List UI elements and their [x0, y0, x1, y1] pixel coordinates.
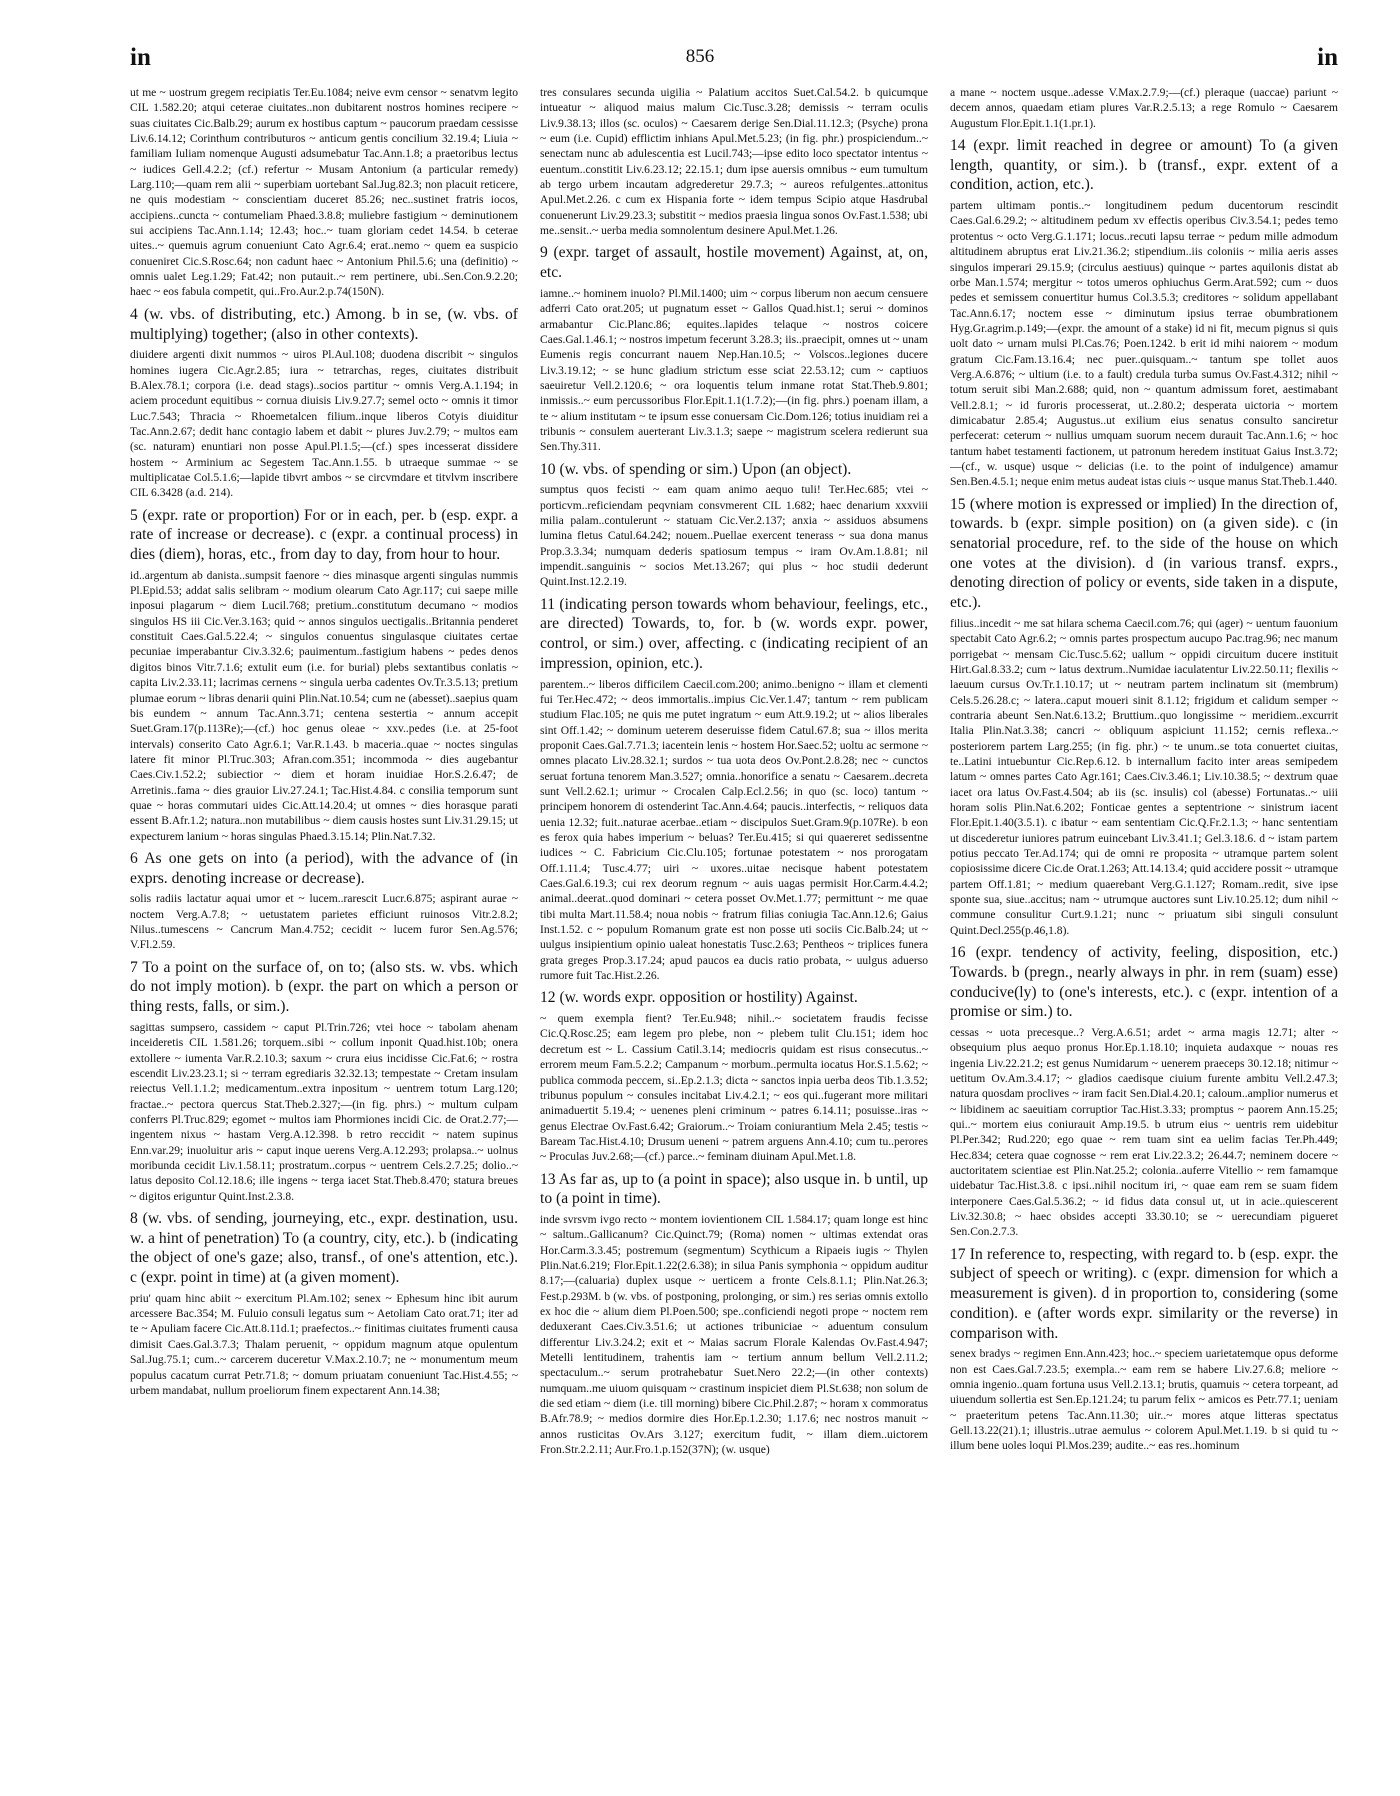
citation-block: a mane ~ noctem usque..adesse V.Max.2.7.9;—(cf.) pleraque (uaccae) pariunt ~ decem annos, quaedam etiam plures Var.R.2.5.13; a rege Romulo ~ Caesarem Augustum Flor.Epit.1.1(1.pr.1).: [950, 87, 1338, 130]
sense-heading: 17 In reference to, respecting, with regard to. b (esp. expr. the subject of speech or writing). c (expr. dimension for which a measurement is given). d in proportion to, considering (some condition). e (after words expr. similarity or the reverse) in comparison with.: [950, 1245, 1338, 1342]
sense-heading: 12 (w. words expr. opposition or hostility) Against.: [540, 989, 858, 1007]
citation-block: parentem..~ liberos difficilem Caecil.com.200; animo..benigno ~ illam et clementi fui Ter.Hec.472; ~ deos immortalis..impius Cic.Ver.1.47; tantum ~ rem publicam studium Flac.105; ne quis me putet ingratum ~ eum Att.9.19.2; ut ~ alios liberales sint Off.1.42; ~ dominum ueterem deseruisse fidem Catul.67.8; sua ~ illos merita proponit Caes.Gal.7.71.3; iacentein lenis ~ hostem Hor.Saec.52; uoltu ac sermone ~ omnes placato Liv.28.32.1; surdos ~ tua uota deos Ov.Pont.2.8.28; nec ~ cunctos seruat fortuna tenorem Man.3.527; omnia..honorifice a senatu ~ Caesarem..decreta sunt Vell.2.62.1; urimur ~ Crocalen Calp.Ecl.2.56; in quo (sc. loco) tantum ~ principem honorem di ostenderint Tac.Ann.4.64; paucis..interfectis, ~ reliquos data uenia 12.32; fuit..naturae acerbae..etiam ~ discipulos Suet.Gram.9(p.107Re). b eon es ferox quia habes imperium ~ beluas? Ter.Eu.415; si qui quaereret sedissentne iudices ~ C. Fabricium Cic.Clu.105; fortunae potestatem ~ nos prorogatam Off.1.11.4; Tusc.4.77; uiri ~ uxores..uitae necisque habent potestatem Caes.Gal.6.19.3; cui rex deorum regnum ~ auis uagas permisit Hor.Carm.4.4.2; animal..deerat..quod dominari ~ cetera posset Ov.Met.1.77; permittunt ~ me quae tibi multa Mart.11.58.4; noua nobis ~ fratrum filias coniugia Tac.Ann.12.6; Gaius Inst.1.52. c ~ populum Romanum grate est non posse uti sociis Cic.Balb.24; ut ~ uulgus insipientium opinio ualeat honestatis Tusc.2.63; Pentheos ~ triplices funera grata greges Prop.3.17.24; apud paucos ea ducis ratio probata, ~ uulgus aduerso rumore fuit Tac.Hist.2.26.: [540, 678, 928, 983]
citation-block: priu' quam hinc abiit ~ exercitum Pl.Am.102; senex ~ Ephesum hinc ibit aurum arcessere Bac.354; M. Fuluio consuli legatus sum ~ Aetoliam Cato orat.71; iter ad te ~ Apuliam facere Cic.Att.8.11d.1; praefectos..~ finitimas ciuitates frumenti causa dimisit Caes.Gal.3.7.3; Thalam peruenit, ~ oppidum magnum atque opulentum Sal.Jug.75.1; cum..~ carcerem duceretur V.Max.2.10.7; ne ~ monumentum meum populus cacatum currat Petr.71.8; ~ domum priuatam conueniunt Tac.Hist.4.55; ~ urbem mandabat, nullum proeliorum finem expectarent Ann.14.38;: [130, 1292, 518, 1397]
citation-block: ut me ~ uostrum gregem recipiatis Ter.Eu.1084; neive evm censor ~ senatvm legito CIL 1.582.20; atqui ceterae ciuitates..non dubitarent nostros homines recipere ~ suas ciuitates Cic.Balb.29; aurum ex hostibus captum ~ paucorum praedam cessisse Liv.6.14.12; Corinthum contributuros ~ anticum gentis concilium 32.19.4; Liuia ~ familiam Iuliam nomenque Augusti adsumebatur Tac.Ann.1.8; a praetoribus lectus ~ iudices Gell.4.2.2; (cf.) refertur ~ Musam Antonium (a particular remedy) Larg.110;—quam rem alii ~ superbiam uortebant Sal.Jug.82.3; non placuit reticere, ne quis modestiam ~ conscientiam duceret 85.26; nec..sustinet fratris iocos, accipiens..cuncta ~ contumeliam Phaed.3.8.8; muliebre fastigium ~ deminutionem sui accipiens Tac.Ann.1.14; 12.43; hoc..~ tuam gloriam cedet 14.54. b ceterae uites..~ quemuis agrum conueniunt Cato Agr.6.4; erat..nemo ~ quem ea suspicio conueniret Cic.S.Rosc.64; non cadunt haec ~ Antonium Phil.5.6; una (definitio) ~ omnis ualet Leg.1.29; Fat.42; non putauit..~ rem pertinere, ubi..Sen.Con.9.2.20; haec ~ eos fabula competit, qui..Fro.Aur.2.p.74(150N).: [130, 87, 518, 299]
sense-heading: 13 As far as, up to (a point in space); also usque in. b until, up to (a point in time).: [540, 1170, 928, 1208]
citation-block: sumptus quos fecisti ~ eam quam animo aequo tuli! Ter.Hec.685; vtei ~ porticvm..reficiendam peqvniam consvmerent CIL 1.682; haec denarium xxxviii milia palam..contulerunt ~ statuam Cic.Ver.2.137; anxia ~ assiduos absumens lumina fletus Catul.64.242; nouem..Puellae exercent tenerass ~ sua dona manus Prop.3.3.34; numquam dederis spatiosum tempus ~ iram Ov.Am.1.8.81; nil impendit..sanguinis ~ socios Met.13.267; qui plus ~ hoc studii dederunt Quint.Inst.12.2.19.: [540, 484, 928, 589]
page-number: 856: [685, 46, 715, 67]
citation-block: partem ultimam pontis..~ longitudinem pedum ducentorum rescindit Caes.Gal.6.29.2; ~ altitudinem pedum xv effectis operibus Civ.3.54.1; pedes temo protentus ~ octo Verg.G.1.171; locus..recuti lapsu terrae ~ pedum mille admodum altitudinem abruptus erat Liv.21.36.2; stipendium..iis coloniis ~ milia aeris asses singulos imperari 29.15.9; (circulus aestiuus) quinque ~ partes aquilonis distat ab orbe Man.1.574; mergitur ~ totos umeros ophiuchus Germ.Arat.592; cum ~ duos pedes et semissem conuertitur humus Col.3.5.3; creditores ~ solidum appellabant Tac.Ann.6.17; noctem esse ~ diminutum ipsius terrae obumbrationem Hyg.Gr.agrim.p.149;—(expr. the amount of a stake) id ni fit, mecum pignus si quis uolt dato ~ urnam mulsi Pl.Cas.76; Poen.1242. b erit id mihi naiorem ~ modum gratum Cic.Fam.13.16.4; nec puer..quisquam..~ tantum spe tollet auos Verg.A.6.876; ~ ultium (i.e. to a fault) credula turba sumus Ov.Fast.4.312; nihil ~ totum seruit sibi Man.2.688; quid, non ~ quantum admissum foret, aestimabant Vell.2.8.1; ~ id furoris processerat, ut..2.80.2; desperata uictoria ~ mortem dimicabatur 2.85.4; Augustus..ut exilium eius senatus consulto sanciretur perfecerat: ceterum ~ nullius umquam suorum necem durauit Tac.Ann.1.6; ~ hoc tantum habet testamenti factionem, ut patronum heredem instituat Gaius Inst.3.72;—(cf., w. usque) usque ~ delicias (i.e. to the point of indulgence) amamur Sen.Ben.4.5.1; neque enim metus audeat istas ciuis ~ usque manus Stat.Theb.1.440.: [950, 200, 1338, 489]
citation-block: diuidere argenti dixit nummos ~ uiros Pl.Aul.108; duodena discribit ~ singulos homines iugera Cic.Agr.2.85; iura ~ tetrarchas, reges, ciuitates distribuit B.Alex.78.1; corpora (i.e. dead stags)..socios partitur ~ omnis Verg.A.1.194; in aciem procedunt equitibus ~ cornua diuisis Liv.9.27.7; semel octo ~ omnis it timor Luc.7.543; Thracia ~ Rhoemetalcen filium..inque liberos Cotyis diuiditur Tac.Ann.2.67; dedit hanc contagio labem et dabit ~ plures Juv.2.79; ~ multos eam (sc. naturam) enuntiari non posse Apul.Pl.1.5;—(cf.) spes incesserat dissidere hostem ~ Arminium ac Segestem Tac.Ann.1.55. b utraeque summae ~ se multiplicatae Col.5.1.6;—lapide tibvrt ambos ~ se circvmdare et titvlvm inscribere CIL 6.3428 (a.d. 214).: [130, 349, 518, 500]
left-headword: in: [130, 44, 151, 71]
sense-heading: 15 (where motion is expressed or implied) In the direction of, towards. b (expr. simple position) on (a given side). c (in senatorial procedure, ref. to the side of the house on which one votes at the division). d (in various transf. exprs., denoting direction of policy or events, side taken in a dispute, etc.).: [950, 495, 1338, 612]
citation-block: senex bradys ~ regimen Enn.Ann.423; hoc..~ speciem uarietatemque opus deforme non est Caes.Gal.7.23.5; exempla..~ eam rem se habere Liv.27.6.8; meliore ~ omnia ingenio..quam fortuna usus Vell.2.13.1; brutis, quamuis ~ cetera torpeant, ad uiuendum sollertia est Sen.Ep.121.24; tu parum felix ~ amicos es Petr.77.1; ueniam ~ praeteritum petens Tac.Ann.11.30; uir..~ mores atque litteras spectatus Gell.13.22(21).1; illustris..utrae aemulus ~ colorem Apul.Met.1.19. b si quid tu ~ illum bene uoles loqui Pl.Mos.239; audite..~ eas res..hominum: [950, 1348, 1338, 1453]
right-headword: in: [1317, 44, 1338, 71]
column-1: [130, 86, 518, 1776]
citation-block: iamne..~ hominem inuolo? Pl.Mil.1400; uim ~ corpus liberum non aecum censuere adferri Cato orat.205; ut pugnatum esset ~ Gallos Quad.hist.1; serui ~ dominos armabantur Cic.Planc.86; equites..lapides telaque ~ nostros coicere Caes.Gal.1.46.1; ~ nostros impetum fecerunt 3.28.3; iis..praecipit, omnes ut ~ unam Eumenis regis concurrant nauem Nep.Han.10.5; ~ Volscos..legiones ducere Liv.3.19.12; ~ se hunc gladium strictum esse sciat 22.53.12; cum ~ captiuos saeuiretur Vell.2.120.6; ~ ora loquentis telum inmane rotat Stat.Theb.9.801; inmissis..~ eum percussoribus Flor.Epit.1.1(1.7.2);—(in fig. phrs.) poenam illam, a te ~ alium institutam ~ te ipsum esse conuersam Cic.Dom.126; totius inuidiam rei a tribunis ~ consulem auerterant Liv.3.1.3; saepe ~ magistrum scelera redierunt sua Sen.Thy.311.: [540, 287, 928, 454]
citation-block: solis radiis lactatur aquai umor et ~ lucem..rarescit Lucr.6.875; aspirant aurae ~ noctem Verg.A.7.8; ~ uetustatem parietes efficiunt ruinosos Vitr.2.8.2; Nilus..tumescens ~ Cancrum Man.4.752; cecidit ~ lucem furor Sen.Ag.576; V.Fl.2.59.: [130, 893, 518, 952]
citation-block: sagittas sumpsero, cassidem ~ caput Pl.Trin.726; vtei hoce ~ tabolam ahenam inceideretis CIL 1.581.26; torquem..sibi ~ collum inponit Quad.hist.10b; onera extollere ~ iumenta Var.R.2.10.3; saxum ~ crura eius incidisse Cic.Fat.6; ~ rostra escendit Liv.23.23.1; si ~ terram egrediaris 32.32.13; tempestate ~ Cretam insulam reiectus Vell.1.1.2; medicamentum..extra inpositum ~ uentrem totum Larg.120; fractae..~ pectora quercus Stat.Theb.2.327;—(in fig. phrs.) ~ multum culpam conferrs Pl.Truc.829; egomet ~ multos iam Phormiones incidi Cic. de Orat.2.77;—ingentem nixus ~ hastam Verg.A.12.398. b retro reccidit ~ natem supinus Enn.var.29; inuoluitur aris ~ caput inque uerens Verg.A.12.293; prolapsa..~ uolnus moribunda cecidit Liv.1.58.11; prostratum..corpus ~ uentrem Cels.2.7.25; dolio..~ latus deposito Col.12.18.6; ille ingens ~ terga iacet Stat.Theb.8.470; statura breues ~ digitos eriguntur Quint.Inst.2.3.8.: [130, 1021, 518, 1203]
sense-heading: 5 (expr. rate or proportion) For or in each, per. b (esp. expr. a rate of increase or decrease). c (expr. a continual process) in dies (diem), horas, etc., from day to day, from hour to hour.: [130, 506, 518, 564]
sense-heading: 10 (w. vbs. of spending or sim.) Upon (an object).: [540, 460, 852, 478]
citation-block: tres consulares secunda uigilia ~ Palatium accitos Suet.Cal.54.2. b quicumque intueatur ~ aliquod maius malum Cic.Tusc.3.28; demissis ~ terram oculis Liv.9.38.13; illos (sc. oculos) ~ Caesarem derige Sen.Dial.11.12.3; (Psyche) prona ~ eum (i.e. Cupid) efflictim inhians Apul.Met.5.23; (in fig. phr.) prospiciendum..~ senectam nunc ab adulescentia est Lucil.743;—ipse edito loco spectator intentus ~ euentum..constitit Liv.6.23.12; 22.15.1; dum ipse auersis omnibus ~ eum tumultum ab tergo urbem incautam adgrederetur 29.7.3; ~ aureos refulgentes..attonitus Apul.Met.2.26. c cum ex Hispania forte ~ idem tempus Scipio atque Hasdrubal conuenerunt Liv.29.23.3; substitit ~ medios praesia lingua sonos Ov.Fast.1.538; ubi me..sensit..~ uerba media somnolentum desinere Apul.Met.1.26.: [540, 87, 928, 238]
column-3: [950, 86, 1338, 1776]
sense-heading: 4 (w. vbs. of distributing, etc.) Among. b in se, (w. vbs. of multiplying) together; (also in other contexts).: [130, 305, 518, 343]
running-header: [0, 44, 1400, 74]
sense-heading: 7 To a point on the surface of, on to; (also sts. w. vbs. which do not imply motion). b (expr. the part on which a person or thing rests, falls, or sim.).: [130, 958, 518, 1016]
sense-heading: 14 (expr. limit reached in degree or amount) To (a given length, quantity, or sim.). b (transf., expr. extent of a condition, action, etc.).: [950, 137, 1338, 194]
entry-body: [130, 86, 1338, 1776]
sense-heading: 11 (indicating person towards whom behaviour, feelings, etc., are directed) Towards, to, for. b (w. words expr. power, control, or sim.) over, affecting. c (indicating recipient of an impression, opinion, etc.).: [540, 595, 928, 672]
sense-heading: 9 (expr. target of assault, hostile movement) Against, at, on, etc.: [540, 244, 928, 282]
citation-block: ~ quem exempla fient? Ter.Eu.948; nihil..~ societatem fraudis fecisse Cic.Q.Rosc.25; eam legem pro plebe, non ~ plebem tulit Clu.151; idem hoc decretum est ~ L. Cassium Catil.3.14; mediocris quidam est risus consecutus..~ errorem meum Fam.5.2.2; Campanum ~ morbum..permulta iocatus Hor.S.1.5.62; ~ publica commoda peccem, si..Ep.2.1.3; dicta ~ sanctos inpia uerba deos Tib.1.3.52; tribunus populum ~ consules incitabat Liv.4.2.1; ~ eos qui..fugerant more militari animaduertit 5.19.4; ~ uenenes pleni criminum ~ patres 6.14.11; posuisse..iras ~ genus Electrae Ov.Fast.6.42; Graiorum..~ Troiam coniurantium Mela 2.45; testis ~ Baream Tac.Hist.4.10; Drusum ueneni ~ patrem arguens Ann.4.10; cum tu..perores ~ Proculas Juv.2.68;—(cf.) parce..~ feminam diuinam Apul.Met.1.8.: [540, 1013, 928, 1164]
sense-heading: 6 As one gets on into (a period), with the advance of (in exprs. denoting increase or decrease).: [130, 849, 518, 887]
sense-heading: 8 (w. vbs. of sending, journeying, etc., expr. destination, usu. w. a hint of penetration) To (a country, city, etc.). b (indicating the object of one's gaze; also, transf., of one's attention, etc.). c (expr. point in time) at (a given moment).: [130, 1209, 518, 1287]
column-2: [540, 86, 928, 1776]
citation-block: cessas ~ uota precesque..? Verg.A.6.51; ardet ~ arma magis 12.71; alter ~ obsequium plus aequo pronus Hor.Ep.1.18.10; inquieta audaxque ~ nouas res ingenia Liv.22.21.2; est genus Numidarum ~ uenerem praeceps 30.12.18; nitimur ~ uetitum Ov.Am.3.4.17; ~ gladios caedisque ciuium furente ambitu Vell.2.47.3; natura quosdam proclives ~ iram facit Sen.Dial.4.20.1; caloum..amplior numerus et ~ libidinem ac saeuitiam corruptior Tac.Hist.3.33; promptus ~ paorem Ann.15.25; qui..~ mortem eius coniurauit Amp.19.5. b utrum eius ~ uentris rem uidebitur Pl.Per.342; Rud.220; ego quae ~ rem tuam sint ea uelim facias Ter.Ph.449; Hec.834; cetera quae cognosse ~ rem erat Liv.22.3.2; 26.44.7; neminem docere ~ auctoritatem scientiae est Plin.Nat.25.2; colonia..auferre Vitellio ~ rem famamque uidebatur Tac.Hist.3.8. c ipsi..nihil nocitum iri, ~ quae eam rem se suam fidem interponere Caes.Gal.5.36.2; ~ id fidus data consul ut, ut in acie..quiescerent Liv.32.30.8; ~ haec obsides accepti 33.30.10; se ~ uerecundiam pigueret Sen.Con.2.7.3.: [950, 1026, 1338, 1239]
citation-block: id..argentum ab danista..sumpsit faenore ~ dies minasque argenti singulas nummis Pl.Epid.53; addat salis selibram ~ modium olearum Cato Agr.117; cui saepe mille inposui plagarum ~ diem Lucil.768; pretium..constitutum decumano ~ modios singulos HS iii Cic.Ver.3.163; quid ~ annos singulos uectigalis..Britannia penderet constituit Caes.Gal.5.22.4; ~ singulos conuentus singulasque ciuitates certae pecuniae imperabantur Civ.3.32.6; pauimentum..fastigium habens ~ pedes denos digitos binos Vitr.7.1.6; extulit eum (i.e. for burial) plebs sextantibus conlatis ~ capita Liv.2.33.11; lacrimas cernens ~ singula uerba cadentes Ov.Tr.3.5.13; pretium plumae eorum ~ libras denarii quini Plin.Nat.10.54; cum ne (abesset)..saepius quam bis eundem ~ annum Tac.Ann.3.71; centena sestertia ~ annum accepit Suet.Gram.17(p.113Re);—(cf.) hoc genus oleae ~ xxv..pedes (i.e. at 25-foot intervals) conserito Cato Agr.6.1; Var.R.1.43. b maceria..quae ~ noctes singulas latere fit minor Pl.Truc.303; Afran.com.351; incommoda ~ dies augebantur Caes.Civ.1.52.2; subiectior ~ diem et horam inuidiae Hor.S.2.6.47; de Arretinis..fama ~ dies grauior Liv.27.24.1; Tac.Hist.4.84. c consilia temporum sunt quae ~ horas commutari uides Cic.Att.14.20.4; ut omnes ~ dies horasque parati essent B.Afr.1.2; natura..non mutabilibus ~ diem causis hostes sunt Liv.31.29.15; ut expecturem lanium ~ horas singulas Phaed.3.15.14; Plin.Nat.7.32.: [130, 569, 518, 843]
sense-heading: 16 (expr. tendency of activity, feeling, disposition, etc.) Towards. b (pregn., nearly always in phr. in rem (suam) esse) conducive(ly) to (one's interests, etc.). c (expr. intention of a promise or sim.) to.: [950, 944, 1338, 1021]
citation-block: inde svrsvm ivgo recto ~ montem iovientionem CIL 1.584.17; quam longe est hinc ~ saltum..Gallicanum? Cic.Quinct.79; (Roma) nomen ~ ultimas extendat oras Hor.Carm.3.3.45; postremum (segmentum) Scythicum a Ripaeis iugis ~ Thylen Plin.Nat.6.219; Flor.Epit.1.22(2.6.38); in silua Panis symphonia ~ oppidum auditur 8.17;—(caluaria) duplex usque ~ uerticem a fronte Cels.8.1.1; Plin.Nat.26.3; Fest.p.293M. b (w. vbs. of postponing, prolonging, or sim.) res serias omnis extollo ex hoc die ~ alium diem Pl.Poen.500; spe..conficiendi negoti prope ~ noctem rem deduxerant Caes.Civ.3.51.6; ut actiones tribuniciae ~ aduentum consulum differentur Liv.3.24.2; exit et ~ Maias sacrum Florale Kalendas Ov.Fast.4.947; Metelli lentitudinem, trahentis iam ~ tertium annum bellum Vell.2.11.2; spectaculum..~ serum protrahebatur Suet.Nero 22.2;—(in other contexts) numquam..me uiuom quisquam ~ crastinum inspiciet diem Pl.St.638; non solum de die sed etiam ~ diem (i.e. till morning) bibere Cic.Phil.2.87; ~ horam x commoratus B.Afr.78.9; ~ medios dormire dies Hor.Ep.1.2.30; 1.17.6; nec nostros manuit ~ annos rusticitas Ov.Ars 3.127; exercitum fudit, ~ illam diem..uictorem Fron.Str.2.2.11; Aur.Fro.1.p.152(37N); (w. usque): [540, 1213, 928, 1457]
citation-block: filius..incedit ~ me sat hilara schema Caecil.com.76; qui (ager) ~ uentum fauonium spectabit Cato Agr.6.2; ~ omnis partes prospectum aucupo Pac.trag.96; nec manum porrigebat ~ mensam Cic.Tusc.5.62; uallum ~ oppidi circuitum ducere instituit Hirt.Gal.8.33.2; cum ~ latus dextrum..Numidae iaculatentur Liv.22.50.11; flexilis ~ laeuum cursus Ov.Tr.1.10.17; ut ~ neutram partem inclinatum sit (membrum) Cels.5.26.28.c; ~ latera..caput moueri sinit 8.1.12; frigidum et calidum semper ~ contraria abeunt Sen.Nat.6.13.2; Bruttium..quo longissime ~ meridiem..excurrit Italia Plin.Nat.3.38; cancri ~ obliquum aspiciunt 11.152; cernis reflexa..~ posteriorem partem Larg.255; (in fig. phr.) ~ te unum..se tota conuertet ciuitas, te..Latini intuebuntur Cic.Rep.6.12. b internallum facito inter areas semipedem latum ~ omnes partes Cato Agr.161; Caes.Civ.3.46.1; Liv.10.38.5; ~ dextrum quae iacet ora latus Ov.Fast.4.504; ab iis (sc. insulis) col (abesse) Fortunatas..~ uiii horam solis Plin.Nat.6.202; Fonticae gentes a septentrione ~ sinistrum iacent Flor.Epit.1.40(3.5.1). c ibatur ~ eam sententiam Cic.Q.Fr.2.1.3; ~ hanc sententiam ut discederetur iuniores patrum euincebant Liv.3.41.1; Gel.3.18.6. d ~ istam partem potius peccato Ter.Ad.174; qui de omni re proposita ~ utramque partem solent copiosissime dicere Cic.de Orat.1.263; Att.14.13.4; quid accidere possit ~ utramque partem Off.1.81; ~ medium quaerebant Verg.G.1.127; Romam..redit, sive ipse sponte sua, siue..accitus; nam ~ utrumque auctores sunt Liv.10.25.12; dum nihil ~ commune consulitur Curt.9.1.21; nunc ~ priuatum sibi singuli consulunt Quint.Decl.255(p.46,1.8).: [950, 617, 1338, 937]
